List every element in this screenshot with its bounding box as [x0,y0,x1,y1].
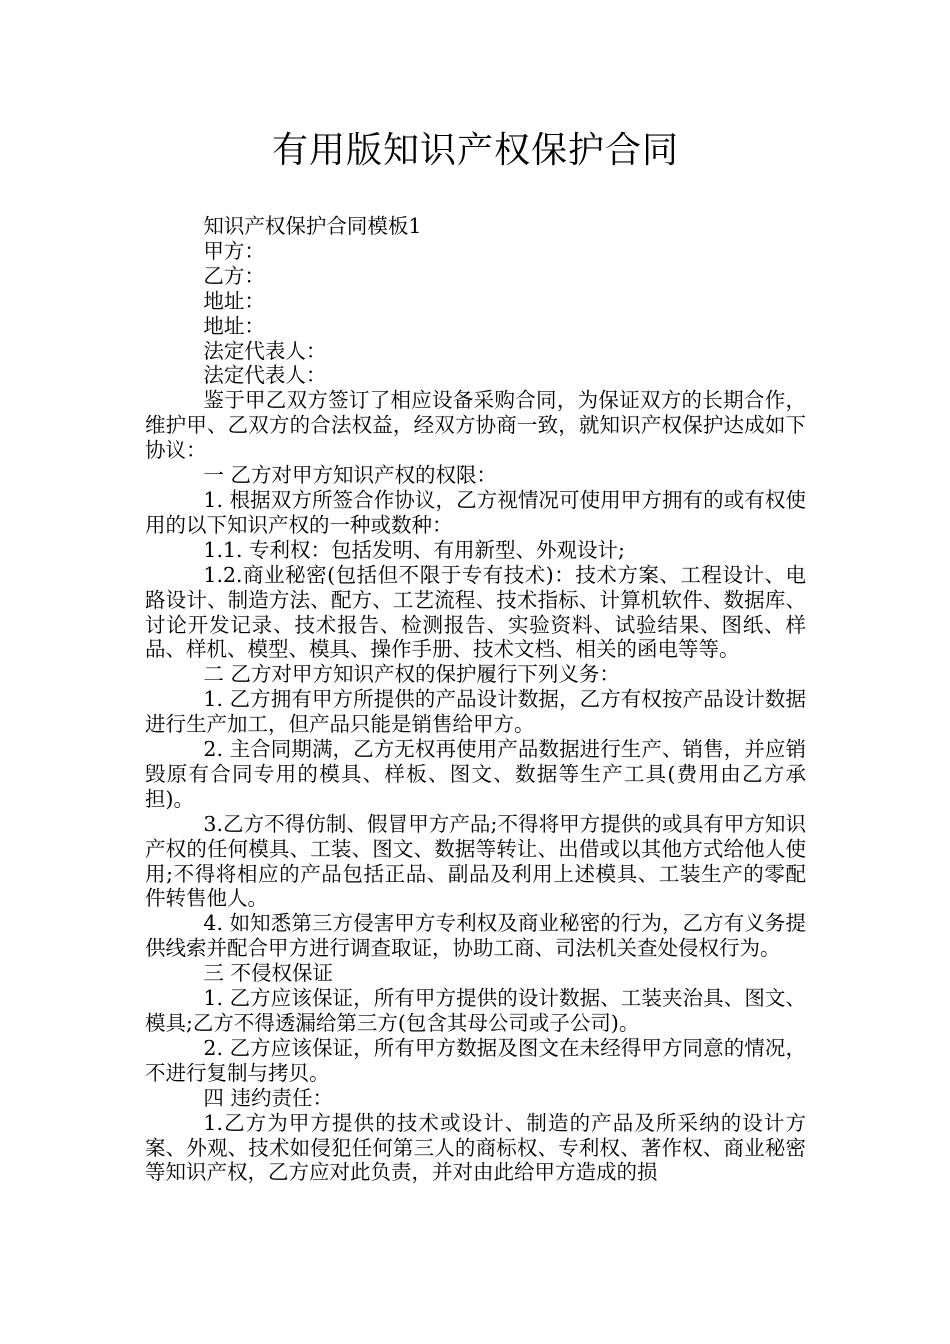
paragraph: 知识产权保护合同模板1 [203,214,422,238]
paragraph: 2. 主合同期满，乙方无权再使用产品数据进行生产、销售，并应销毁原有合同专用的模具、样板、图文、数据等生产工具(费用由乙方承担)。 [145,737,806,811]
paragraph: 乙方： [203,263,265,288]
section-heading: 二 乙方对甲方知识产权的保护履行下列义务： [203,662,620,687]
document-body [145,214,806,1185]
paragraph: 1. 乙方拥有甲方所提供的产品设计数据，乙方有权按产品设计数据进行生产加工，但产品只能是销售给甲方。 [145,687,806,737]
paragraph: 2. 乙方应该保证，所有甲方数据及图文在未经得甲方同意的情况，不进行复制与拷贝。 [145,1035,806,1085]
paragraph: 鉴于甲乙双方签订了相应设备采购合同，为保证双方的长期合作，维护甲、乙双方的合法权益，经双方协商一致，就知识产权保护达成如下协议： [145,388,806,463]
section-heading: 四 违约责任： [203,1085,333,1110]
section-heading: 三 不侵权保证 [203,961,333,986]
paragraph: 法定代表人： [203,338,327,363]
paragraph: 1. 乙方应该保证，所有甲方提供的设计数据、工装夹治具、图文、模具;乙方不得透漏给第三方(包含其母公司或子公司)。 [145,986,806,1035]
paragraph: 1.1. 专利权：包括发明、有用新型、外观设计; [203,537,625,562]
paragraph: 3.乙方不得仿制、假冒甲方产品;不得将甲方提供的或具有甲方知识产权的任何模具、工装、图文、数据等转让、出借或以其他方式给他人使用;不得将相应的产品包括正品、副品及利用上述模具、工装生产的零配件转售他人。 [145,811,806,911]
paragraph: 1.乙方为甲方提供的技术或设计、制造的产品及所采纳的设计方案、外观、技术如侵犯任何第三人的商标权、专利权、著作权、商业秘密等知识产权，乙方应对此负责，并对由此给甲方造成的损 [145,1110,806,1185]
paragraph: 1. 根据双方所签合作协议，乙方视情况可使用甲方拥有的或有权使用的以下知识产权的一种或数种： [145,487,806,537]
paragraph: 4. 如知悉第三方侵害甲方专利权及商业秘密的行为，乙方有义务提供线索并配合甲方进行调查取证，协助工商、司法机关查处侵权行为。 [145,911,806,961]
document-title: 有用版知识产权保护合同 [271,130,679,171]
paragraph: 法定代表人： [203,363,327,388]
paragraph: 地址： [203,288,265,313]
paragraph: 1.2.商业秘密(包括但不限于专有技术)：技术方案、工程设计、电路设计、制造方法、配方、工艺流程、技术指标、计算机软件、数据库、讨论开发记录、技术报告、检测报告、实验资料、试验结果、图纸、样品、样机、模型、模具、操作手册、技术文档、相关的函电等等。 [145,562,806,662]
paragraph: 甲方： [203,238,265,263]
section-heading: 一 乙方对甲方知识产权的权限： [203,463,497,488]
paragraph: 地址： [203,313,265,338]
